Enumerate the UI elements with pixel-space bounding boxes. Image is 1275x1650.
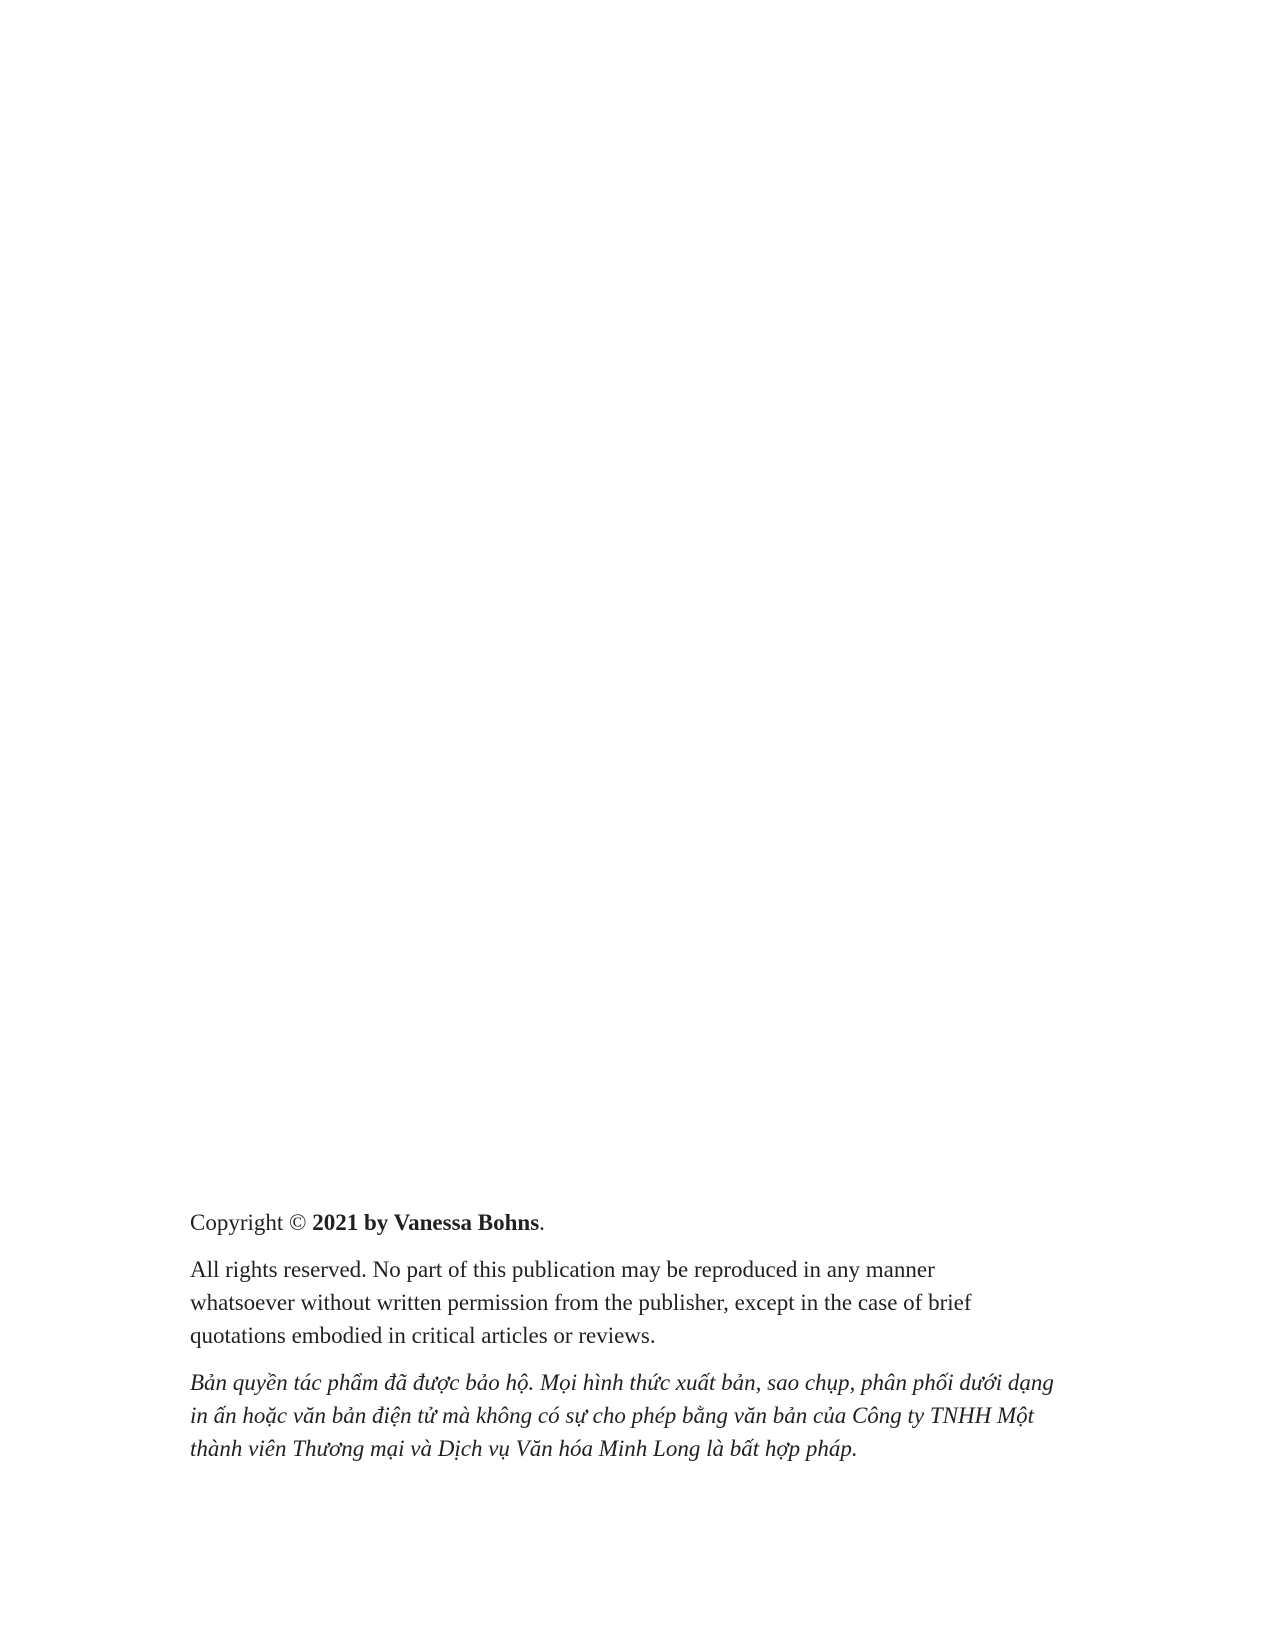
vietnamese-line-1: Bản quyền tác phẩm đã được bảo hộ. Mọi hình thức xuất bản, sao chụp, phân phối dưới dạng [190,1370,1054,1395]
rights-line-2: whatsoever without written permission from the publisher, except in the case of brief [190,1290,972,1315]
copyright-text-block [190,1206,1090,1465]
vietnamese-line-3: thành viên Thương mại và Dịch vụ Văn hóa Minh Long là bất hợp pháp. [190,1436,858,1461]
copyright-prefix: Copyright © [190,1210,313,1235]
rights-line-3: quotations embodied in critical articles or reviews. [190,1323,656,1348]
copyright-line [190,1206,1090,1239]
vietnamese-copyright-notice [190,1366,1090,1465]
rights-reserved-paragraph [190,1253,1090,1352]
rights-line-1: All rights reserved. No part of this publication may be reproduced in any manner [190,1257,935,1282]
copyright-holder: 2021 by Vanessa Bohns [312,1210,540,1235]
copyright-period: . [539,1210,545,1235]
vietnamese-line-2: in ấn hoặc văn bản điện tử mà không có sự cho phép bằng văn bản của Công ty TNHH Một [190,1403,1035,1428]
